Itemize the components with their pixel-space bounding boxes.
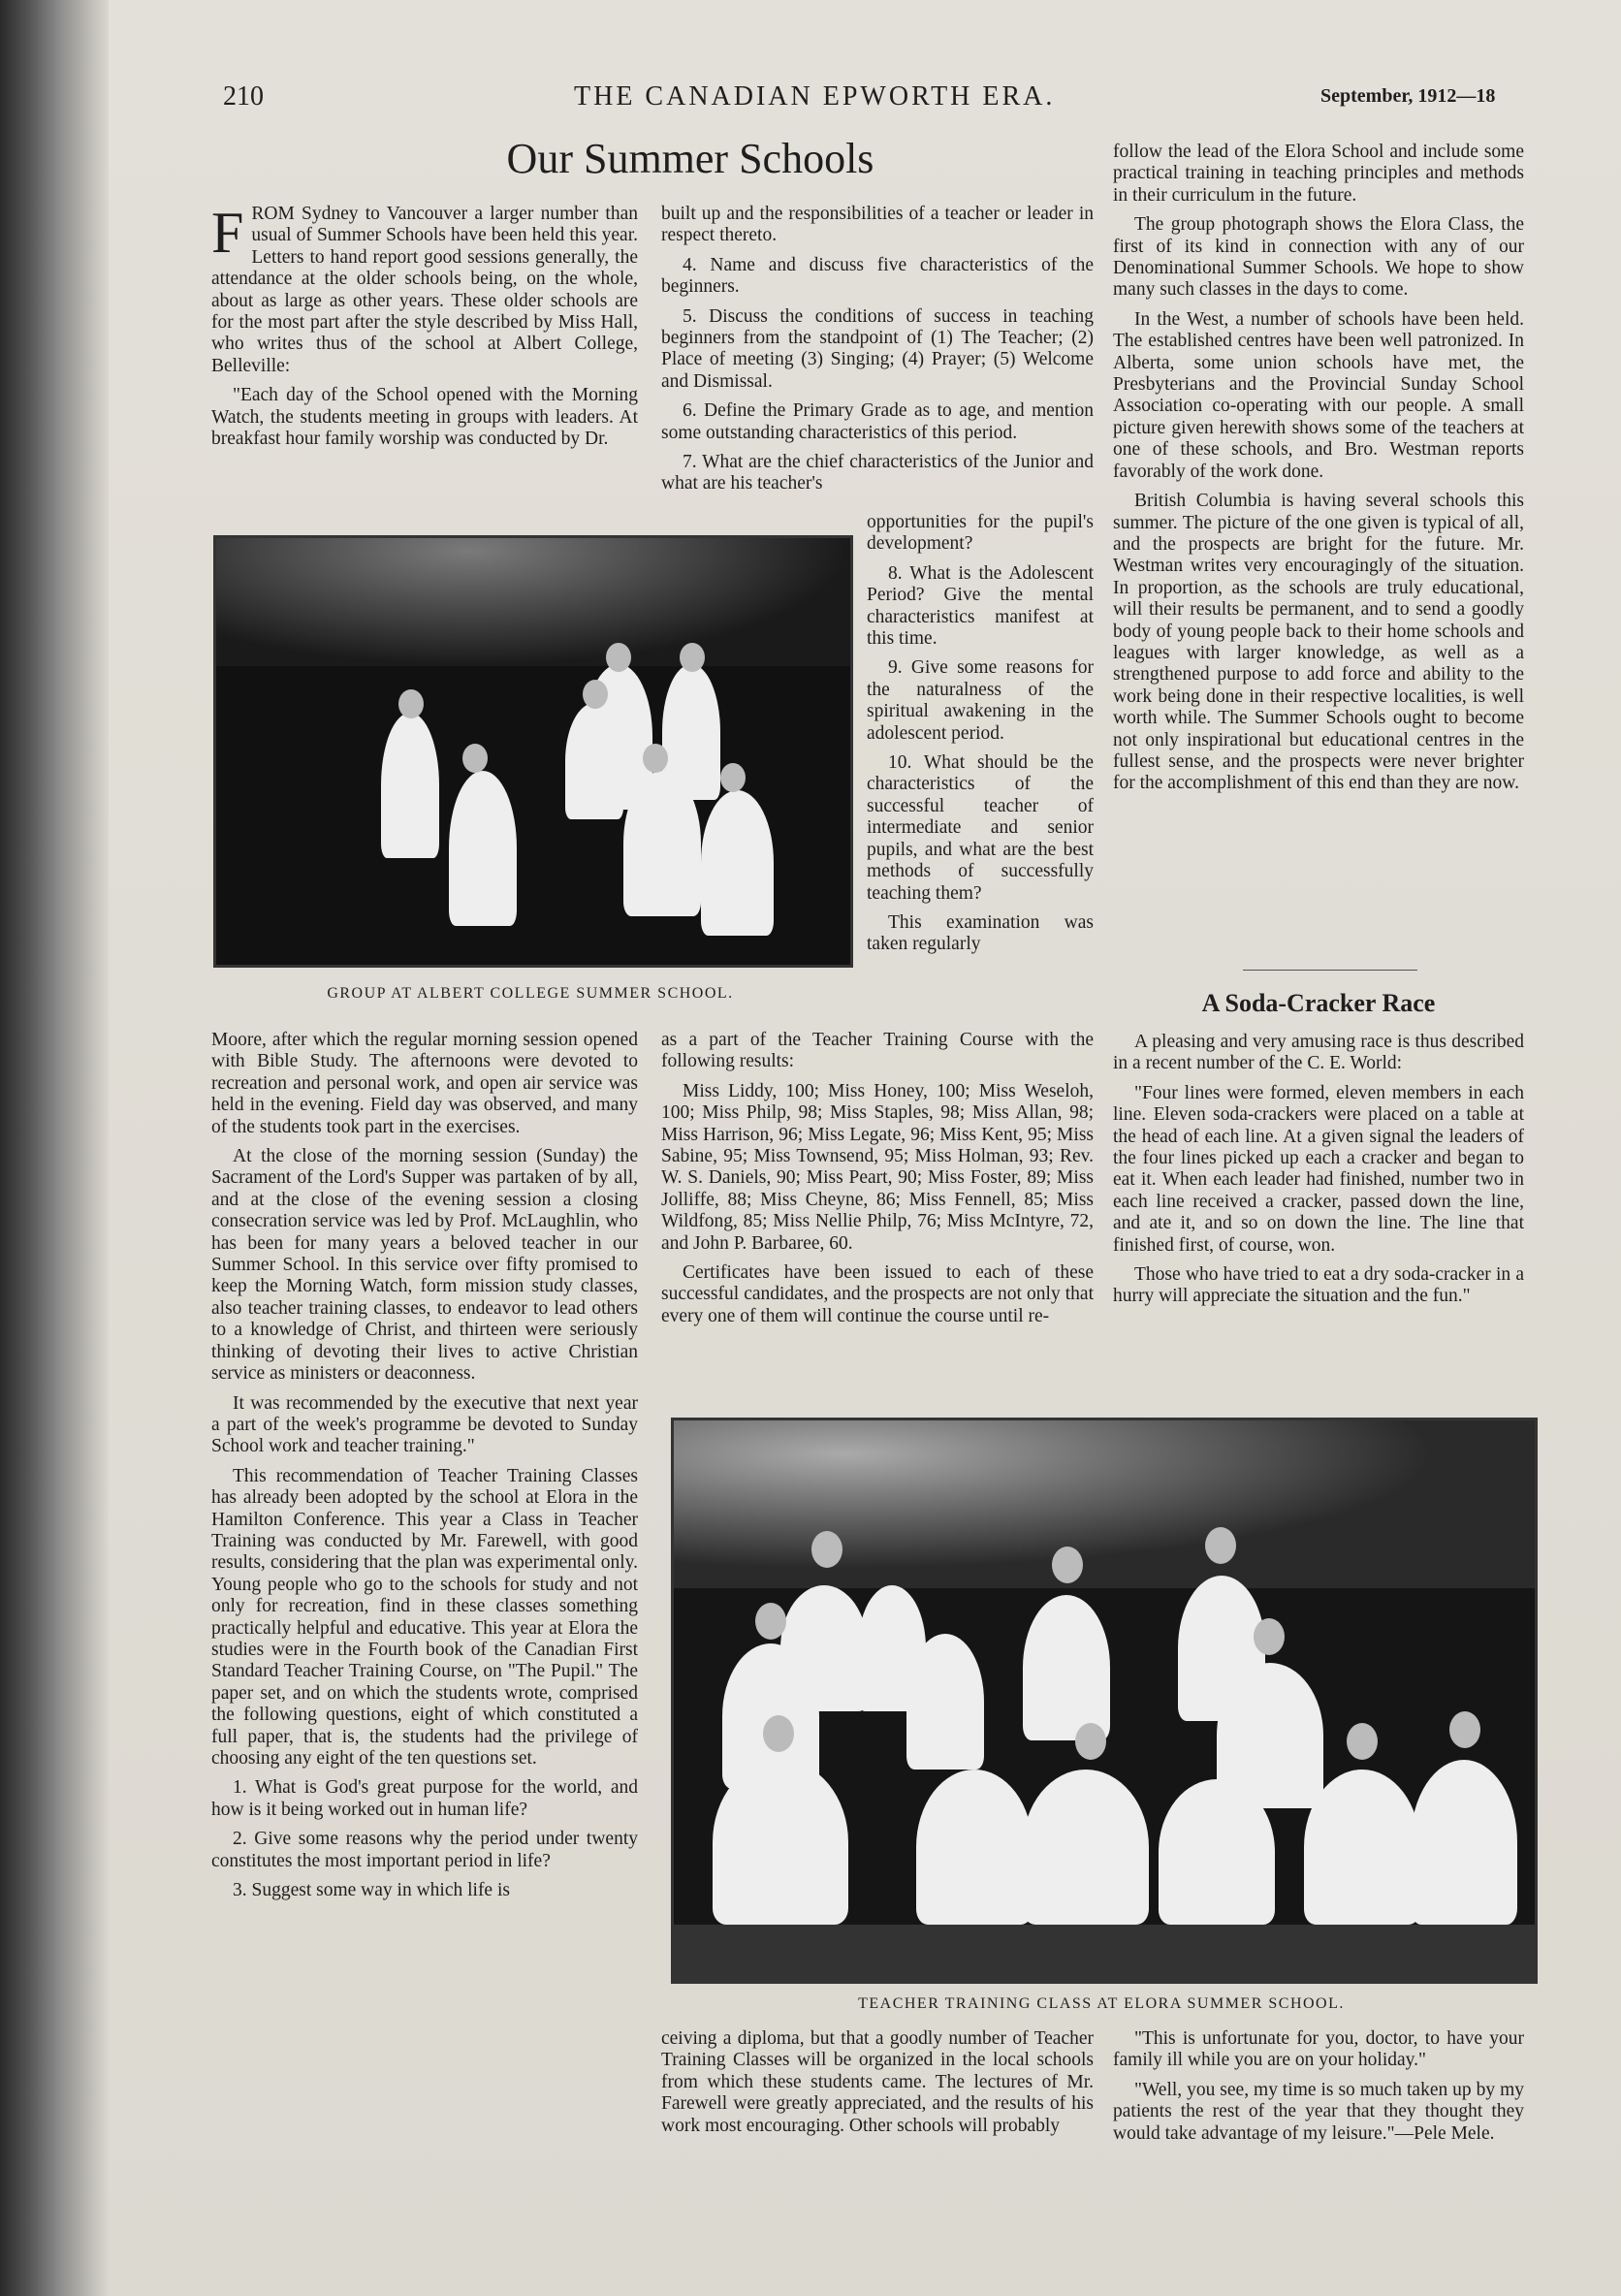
photo-elora: [671, 1418, 1538, 1984]
col1b-para-1: Moore, after which the regular morning session opened with Bible Study. The afternoons were devoted to recreation and personal work, and open air service was held in the evening. Field day was observed, and many of the students took part in the exercises.: [211, 1030, 638, 1137]
col3-para-4: British Columbia is having several schools this summer. The picture of the one given is typical of all, and the prospects are bright for the future. Mr. Westman writes very encouragingly of the situation. In proportion, as the schools are truly educational, will their results be permanent, and to send a goodly body of young people back to their home schools and leagues with larger knowledge, as well as a strengthened purpose to add force and ability to the work being done in their respective localities, is well worth while. The Summer Schools ought to become not only inspirational but educational centres in the fullest sense, and the prospects were never brighter for the accomplishment of this end than they are now.: [1113, 491, 1524, 794]
head: [811, 1531, 842, 1568]
col1b-para-6: 2. Give some reasons why the period under twenty constitutes the most important period in life?: [211, 1829, 638, 1871]
person: [713, 1760, 848, 1925]
col2-beside-photo: [867, 512, 1094, 964]
photo-elora-caption: TEACHER TRAINING CLASS AT ELORA SUMMER SCHOOL.: [858, 1995, 1345, 2012]
page-number: 210: [223, 81, 264, 112]
person: [916, 1770, 1033, 1925]
magazine-title: THE CANADIAN EPWORTH ERA.: [574, 81, 1056, 112]
col1-bottom: [211, 1030, 638, 1909]
col1b-para-7: 3. Suggest some way in which life is: [233, 1880, 510, 1901]
col2-end-para: ceiving a diploma, but that a goodly number of Teacher Training Classes will be organized in the local schools from which these students came. The lectures of Mr. Farewell were greatly appreciated, and the results of his work most encouraging. Other schools will probably: [661, 2028, 1094, 2136]
photo-trees: [216, 538, 850, 666]
person: [1411, 1760, 1517, 1925]
soda-para-2: "Four lines were formed, eleven members in each line. Eleven soda-crackers were placed on a table at the head of each line. At a given signal the leaders of the four lines picked up each a cracker and began to eat it. When each leader had finished, number two in each line received a cracker, passed down the line, and ate it, and so on down the line. The line that finished first, of course, won.: [1113, 1082, 1524, 1256]
col2b-para-2: 8. What is the Adolescent Period? Give the mental characteristics manifest at this time.: [867, 562, 1094, 650]
col1b-para-2: At the close of the morning session (Sunday) the Sacrament of the Lord's Supper was partaken of by all, and at the close of the evening session a closing consecration service was led by Prof. McLaughlin, who has been for many years a beloved teacher in our Summer School. In this service over fifty promised to keep the Morning Watch, form mission study classes, also teacher training classes, to endeavor to lead others to a knowledge of Christ, and thirteen were seriously thinking of devoting their lives to active Christian service as ministers or deaconness.: [211, 1146, 638, 1385]
col2b-para-4: 10. What should be the characteristics of the successful teacher of intermediate and senior pupils, and what are the best methods of successfully teaching them?: [867, 752, 1094, 904]
photo-grass: [674, 1925, 1535, 1981]
person: [1023, 1595, 1110, 1740]
soda-para-1: A pleasing and very amusing race is thus described in a recent number of the C. E. World:: [1113, 1032, 1524, 1074]
head: [1052, 1547, 1083, 1583]
article-title: Our Summer Schools: [506, 135, 874, 182]
col1b-para-5: 1. What is God's great purpose for the world, and how is it being worked out in human life?: [211, 1777, 638, 1820]
col1b-para-3: It was recommended by the executive that next year a part of the week's programme be devoted to Sunday School work and teacher training.": [211, 1392, 638, 1457]
head: [1254, 1618, 1285, 1655]
person: [1304, 1770, 1420, 1925]
person: [623, 771, 701, 916]
photo-albert-caption: GROUP AT ALBERT COLLEGE SUMMER SCHOOL.: [327, 985, 734, 1002]
soda-title: A Soda-Cracker Race: [1201, 989, 1436, 1017]
head: [1347, 1723, 1378, 1760]
head: [398, 689, 424, 718]
head: [1449, 1711, 1480, 1748]
head: [1205, 1527, 1236, 1564]
col3-para-2: The group photograph shows the Elora Class, the first of its kind in connection with any of our Denominational Summer Schools. We hope to show many such classes in the days to come.: [1113, 214, 1524, 301]
head: [680, 643, 705, 672]
col2-top: [661, 204, 1094, 503]
col2c-para-1: as a part of the Teacher Training Course with the following results:: [661, 1030, 1094, 1072]
book-binding: [0, 0, 109, 2296]
person: [701, 790, 774, 936]
col2b-para-5: This examination was taken regularly: [867, 911, 1094, 955]
col2b-para-1: opportunities for the pupil's development?: [867, 512, 1094, 555]
soda-para-3: Those who have tried to eat a dry soda-cracker in a hurry will appreciate the situation and the fun.": [1113, 1264, 1524, 1307]
person: [449, 771, 517, 926]
joke: [1113, 2028, 1524, 2152]
head: [763, 1715, 794, 1752]
col3-top: [1113, 142, 1524, 803]
col1b-para-4: This recommendation of Teacher Training Classes has already been adopted by the school at Elora in the Hamilton Conference. This year a Class in Teacher Training was conducted by Mr. Farewell, with good results, considering that the plan was experimental only. Young people who go to the schools for study and not only for recreation, find in these classes something practically helpful and educative. This year at Elora the studies were in the Fourth book of the Canadian First Standard Teacher Training Course, on "The Pupil." The paper set, and on which the students wrote, comprised the following questions, eight of which constituted a full paper, that is, the students had the privilege of choosing any eight of the ten questions set.: [211, 1465, 638, 1769]
person: [906, 1634, 984, 1770]
col2b-para-3: 9. Give some reasons for the naturalness of the spiritual awakening in the adolescent period.: [867, 657, 1094, 744]
col3-para-3: In the West, a number of schools have been held. The established centres have been well patronized. In Alberta, some union schools have met, the Presbyterians and the Provincial Sunday School Association co-operating with our people. A small picture given herewith shows some of the teachers at one of these schools, and Bro. Westman reports favorably of the work done.: [1113, 308, 1524, 482]
head: [462, 744, 488, 773]
col2-para-4: 6. Define the Primary Grade as to age, and mention some outstanding characteristics of this period.: [661, 400, 1094, 443]
head: [1075, 1723, 1106, 1760]
issue-date: September, 1912—18: [1320, 85, 1496, 107]
head: [643, 744, 668, 773]
head: [583, 680, 608, 709]
photo-sky: [674, 1420, 1535, 1588]
col2-para-2: 4. Name and discuss five characteristics of the beginners.: [661, 254, 1094, 298]
col2-para-3: 5. Discuss the conditions of success in teaching beginners from the standpoint of (1) The Teacher; (2) Place of meeting (3) Singing; (4) Prayer; (5) Welcome and Dismissal.: [661, 305, 1094, 392]
col2-bottom: [661, 1030, 1094, 1335]
person: [1023, 1770, 1149, 1925]
person: [565, 703, 623, 819]
col1-para-2: "Each day of the School opened with the Morning Watch, the students meeting in groups with leaders. At breakfast hour family worship was conducted by Dr.: [211, 385, 638, 450]
col2c-para-3: Certificates have been issued to each of these successful candidates, and the prospects are not only that every one of them will continue the course until re-: [661, 1262, 1094, 1326]
page: [109, 0, 1621, 2296]
col1-para-1: FROM Sydney to Vancouver a larger number than usual of Summer Schools have been held this year. Letters to hand report good sessions generally, the attendance at the older schools being, on the whole, about as large as other years. These older schools are for the most part after the style described by Miss Hall, who writes thus of the school at Albert College, Belleville:: [211, 201, 638, 376]
col2-para-5: 7. What are the chief characteristics of the Junior and what are his teacher's: [661, 452, 1094, 494]
head: [606, 643, 631, 672]
section-rule: [1243, 970, 1417, 971]
head: [720, 763, 746, 792]
joke-para-2: "Well, you see, my time is so much taken up by my patients the rest of the year that they thought they would take advantage of my leisure."—Pele Mele.: [1113, 2079, 1524, 2144]
person: [1159, 1779, 1275, 1925]
col2c-para-2: Miss Liddy, 100; Miss Honey, 100; Miss Weseloh, 100; Miss Philp, 98; Miss Staples, 98; Miss Allan, 98; Miss Harrison, 96; Miss Legate, 96; Miss Kent, 95; Miss Sabine, 95; Miss Townsend, 95; Miss Holman, 93; Rev. W. S. Daniels, 90; Miss Peart, 90; Miss Foster, 89; Miss Jolliffe, 88; Miss Cheyne, 86; Miss Fennell, 85; Miss Wildfong, 85; Miss Nellie Philp, 76; Miss McIntyre, 72, and John P. Barbaree, 60.: [661, 1080, 1094, 1254]
joke-para-1: "This is unfortunate for you, doctor, to have your family ill while you are on your holiday.": [1113, 2028, 1524, 2071]
head: [755, 1603, 786, 1640]
person: [381, 713, 439, 858]
col2-end: [661, 2028, 1094, 2145]
drop-cap: F: [211, 201, 244, 265]
col3-para-1: follow the lead of the Elora School and include some practical training in teaching principles and methods in their curriculum in the future.: [1113, 142, 1524, 206]
col2-para-1: built up and the responsibilities of a teacher or leader in respect thereto.: [661, 204, 1094, 246]
photo-albert-college: [213, 535, 853, 968]
soda-article: [1113, 1032, 1524, 1316]
col1-top: [211, 201, 638, 458]
